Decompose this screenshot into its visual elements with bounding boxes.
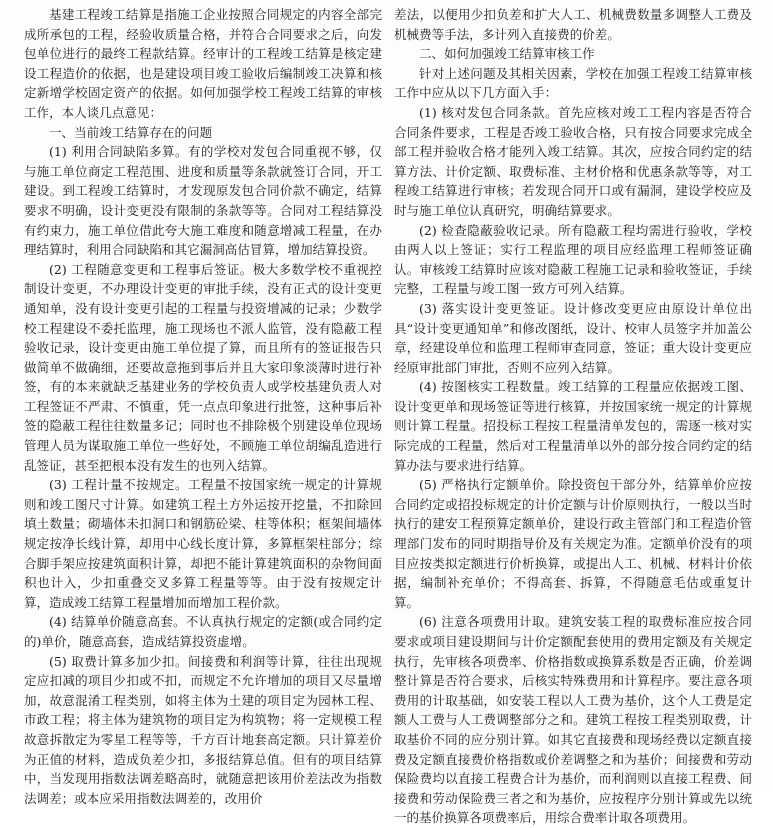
paragraph-quota-prices: (5) 严格执行定额单价。除投资包干部分外，结算单价应按合同约定或招投标规定的计价定额与计价原则执行，一般以当时执行的建安工程预算定额单价，建设行政主管部门和工程造价管理部门发布的同时期指导价及有关规定为准。定额单价没有的项目应按类拟定额进行价析换算，或提出人工、机械、材料计价依据，编制补充单价；不得高套、拆算，不得随意毛估或重复计算。 bbox=[394, 477, 752, 610]
paragraph-contract-defects: (1) 利用合同缺陷多算。有的学校对发包合同重视不够，仅与施工单位商定工程范围、进度和质量等条款就签订合同，开工建设。到工程竣工结算时，才发现原发包合同价款不确定，结算要求不明确，设计变更没有限制的条款等等。合同对工程结算没有约束力，施工单位借此夸大施工难度和随意增减工程量，在办理结算时，利用合同缺陷和其它漏洞高估冒算，增加结算投资。 bbox=[24, 144, 382, 258]
two-column-body bbox=[24, 5, 765, 826]
paragraph-verify-quantities: (4) 按图核实工程数量。竣工结算的工程量应依据竣工图、设计变更单和现场签证等进行核算，并按国家统一规定的计算规则计算工程量。招投标工程按工程量清单发包的，需逐一核对实际完成的工程量，然后对工程量清单以外的部分按合同约定的结算办法与要求进行结算。 bbox=[394, 379, 752, 473]
section-heading-strengthen-review: 二、如何加强竣工结算审核工作 bbox=[419, 46, 595, 62]
paragraph-check-contract: (1) 核对发包合同条款。首先应核对竣工工程内容是否符合合同条件要求，工程是否竣工验收合格，只有按合同要求完成全部工程并验收合格才能列入竣工结算。其次，应按合同约定的结算方法、计价定额、取费标准、主材价格和优惠条款等等，对工程竣工结算进行审核；若发现合同开口或有漏洞，建设学校应及时与施工单位认真研究，明确结算要求。 bbox=[394, 104, 752, 218]
paragraph-fee-calculation: (5) 取费计算多加少扣。间接费和利润等计算，往往出现规定应扣减的项目少扣或不扣，而规定不允许增加的项目又尽量增加，故意混淆工程类别，如将主体为土建的项目定为园林工程、市政工程；将主体为建筑物的项目定为构筑物；将一定规模工程故意拆散定为零星工程等等，千方百计地套高定额。只计算差价为正值的材料，造成负差少扣，多报结算总值。但有的项目结算中，当发现用指数法调差略高时，就随意把该用价差法改为指数法调差；或本应采用指数法调差的，改用价 bbox=[24, 653, 382, 806]
left-column bbox=[24, 5, 382, 806]
intro-paragraph: 基建工程竣工结算是指施工企业按照合同规定的内容全部完成所承包的工程，经验收质量合格，并符合合同要求之后，向发包单位进行的最终工程款结算。经审计的工程竣工结算是核定建设工程造价的依据，也是建设项目竣工验收后编制竣工决算和核定新增学校固定资产的依据。如何加强学校工程竣工结算的审核工作，本人谈几点意见： bbox=[24, 7, 382, 120]
paragraph-fee-calculation-continued: 差法，以便用少扣负差和扩大人工、机械费数量多调整人工费及机械费等手法，多计列入直接费的价差。 bbox=[394, 7, 752, 42]
paragraph-hidden-works: (2) 检查隐蔽验收记录。所有隐蔽工程均需进行验收，学校由两人以上签证；实行工程监理的项目应经监理工程师签证确认。审核竣工结算时应该对隐蔽工程施工记录和验收签证，手续完整，工程量与竣工图一致方可列入结算。 bbox=[394, 222, 752, 297]
paragraph-design-changes: (3) 落实设计变更签证。设计修改变更应由原设计单位出具“设计变更通知单”和修改图纸，设计、校审人员签字并加盖公章，经建设单位和监理工程师审查同意，签证；重大设计变更应经原审批部门审批，否则不应列入结算。 bbox=[394, 300, 752, 375]
paragraph-quantity-measurement: (3) 工程计量不按规定。工程量不按国家统一规定的计算规则和竣工图尺寸计算。如建筑工程土方外运按开挖量，不扣除回填土数量；砌墙体未扣洞口和钢筋砼梁、柱等体积；框架间墙体规定按净长线计算，却用中心线长度计算，多算框架柱部分；综合脚手架应按建筑面积计算，却把不能计算建筑面积的杂物间面积也计入，少扣重叠交叉多算工程量等等。由于没有按规定计算，造成竣工结算工程量增加而增加工程价款。 bbox=[24, 477, 382, 610]
paragraph-review-intro: 针对上述问题及其相关因素，学校在加强工程竣工结算审核工作中应从以下几方面入手： bbox=[394, 65, 752, 101]
section-heading-problems: 一、当前竣工结算存在的问题 bbox=[49, 124, 213, 140]
paragraph-unit-price: (4) 结算单价随意高套。不认真执行规定的定额(或合同约定的)单价，随意高套，造成结算投资虚增。 bbox=[24, 614, 382, 649]
right-column bbox=[394, 5, 752, 826]
paragraph-fee-items: (6) 注意各项费用计取。建筑安装工程的取费标准应按合同要求或项目建设期间与计价定额配套使用的费用定额及有关规定执行，先审核各项费率、价格指数或换算系数是否正确，价差调整计算是否符合要求，后核实特殊费用和计算程序。要注意各项费用的计取基础，如安装工程以人工费为基价，这个人工费是定额人工费与人工费调整部分之和。建筑工程按工程类别取费，计取基价不同的应分别计算。如其它直接费和现场经费以定额直接费及定额直接费价格指数或价差调整之和为基价；间接费和劳动保险费均以直接工程费合计为基价，而利润则以直接工程费、间接费和劳动保险费三者之和为基价，应按程序分别计算或先以统一的基价换算各项费率后，用综合费率计取各项费用。 bbox=[394, 614, 752, 826]
paragraph-changes-and-visas: (2) 工程随意变更和工程事后签证。极大多数学校不重视控制设计变更，不办理设计变更的审批手续，没有正式的设计变更通知单，没有设计变更引起的工程量与投资增减的记录；少数学校工程建设不委托监理，施工现场也不派人监管，没有隐蔽工程验收记录，设计变更由施工单位提了算，而且所有的签证报告只做简单不做确细，还要故意拖到事后并且大家印象淡薄时进行补签，有的本来就缺乏基建业务的学校负责人或学校基建负责人对工程签证不严肃、不慎重，凭一点点印象进行批签，这种事后补签的隐蔽工程往往数量多记；同时也不排除极个别建设单位现场管理人员为谋取施工单位一些好处，不顾施工单位胡编乱造进行乱签证，甚至把根本没有发生的也列入结算。 bbox=[24, 261, 382, 473]
